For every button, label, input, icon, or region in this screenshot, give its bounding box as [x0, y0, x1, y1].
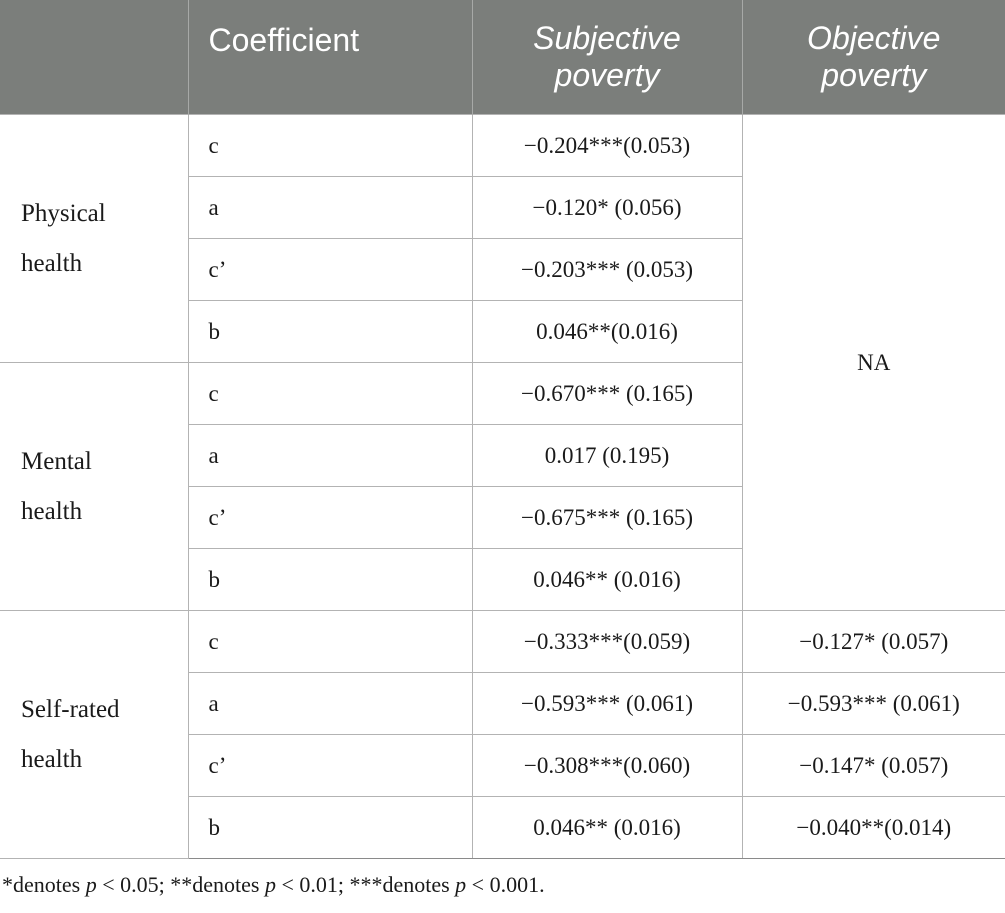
objective-value: −0.147* (0.057) — [742, 735, 1005, 797]
header-objective-line1: Objective — [807, 20, 941, 56]
header-objective-line2: poverty — [821, 57, 927, 93]
group-label-physical-health — [0, 115, 188, 363]
group-label-line1: Mental — [21, 447, 92, 475]
subjective-value: 0.046**(0.016) — [472, 301, 742, 363]
coef-cell: a — [188, 425, 472, 487]
group-label-line2: health — [21, 249, 83, 277]
coef-cell: c’ — [188, 487, 472, 549]
header-coefficient: Coefficient — [188, 0, 472, 115]
group-label-mental-health — [0, 363, 188, 611]
table-row — [0, 115, 1005, 177]
group-label-line2: health — [21, 497, 83, 525]
subjective-value: −0.308***(0.060) — [472, 735, 742, 797]
objective-value: −0.127* (0.057) — [742, 611, 1005, 673]
coef-cell: c — [188, 611, 472, 673]
subjective-value: −0.675*** (0.165) — [472, 487, 742, 549]
subjective-value: −0.203*** (0.053) — [472, 239, 742, 301]
group-label-self-rated-health — [0, 611, 188, 859]
subjective-value: −0.670*** (0.165) — [472, 363, 742, 425]
table-row — [0, 611, 1005, 673]
subjective-value: 0.046** (0.016) — [472, 797, 742, 859]
coef-cell: c — [188, 363, 472, 425]
footnote-p: p — [264, 872, 276, 897]
coef-cell: c’ — [188, 735, 472, 797]
coef-cell: b — [188, 301, 472, 363]
coef-cell: c — [188, 115, 472, 177]
group-label-line2: health — [21, 745, 83, 773]
header-blank — [0, 0, 188, 115]
table-footnote — [2, 872, 545, 898]
subjective-value: −0.333***(0.059) — [472, 611, 742, 673]
coef-cell: c’ — [188, 239, 472, 301]
subjective-value: −0.593*** (0.061) — [472, 673, 742, 735]
header-subjective-line1: Subjective — [533, 20, 681, 56]
subjective-value: 0.017 (0.195) — [472, 425, 742, 487]
coef-cell: b — [188, 549, 472, 611]
footnote-text: *denotes — [2, 872, 86, 897]
header-subjective-poverty — [472, 0, 742, 115]
footnote-text: < 0.001. — [466, 872, 545, 897]
subjective-value: 0.046** (0.016) — [472, 549, 742, 611]
group-label-line1: Physical — [21, 199, 106, 227]
footnote-text: < 0.05; **denotes — [96, 872, 265, 897]
objective-na-cell: NA — [742, 115, 1005, 611]
group-label-line1: Self-rated — [21, 695, 120, 723]
header-subjective-line2: poverty — [554, 57, 660, 93]
objective-value: −0.593*** (0.061) — [742, 673, 1005, 735]
subjective-value: −0.120* (0.056) — [472, 177, 742, 239]
footnote-text: < 0.01; ***denotes — [275, 872, 456, 897]
coef-cell: b — [188, 797, 472, 859]
subjective-value: −0.204***(0.053) — [472, 115, 742, 177]
header-objective-poverty — [742, 0, 1005, 115]
coef-cell: a — [188, 177, 472, 239]
footnote-p: p — [455, 872, 467, 897]
footnote-p: p — [85, 872, 97, 897]
coef-cell: a — [188, 673, 472, 735]
objective-value: −0.040**(0.014) — [742, 797, 1005, 859]
header-row — [0, 0, 1005, 115]
